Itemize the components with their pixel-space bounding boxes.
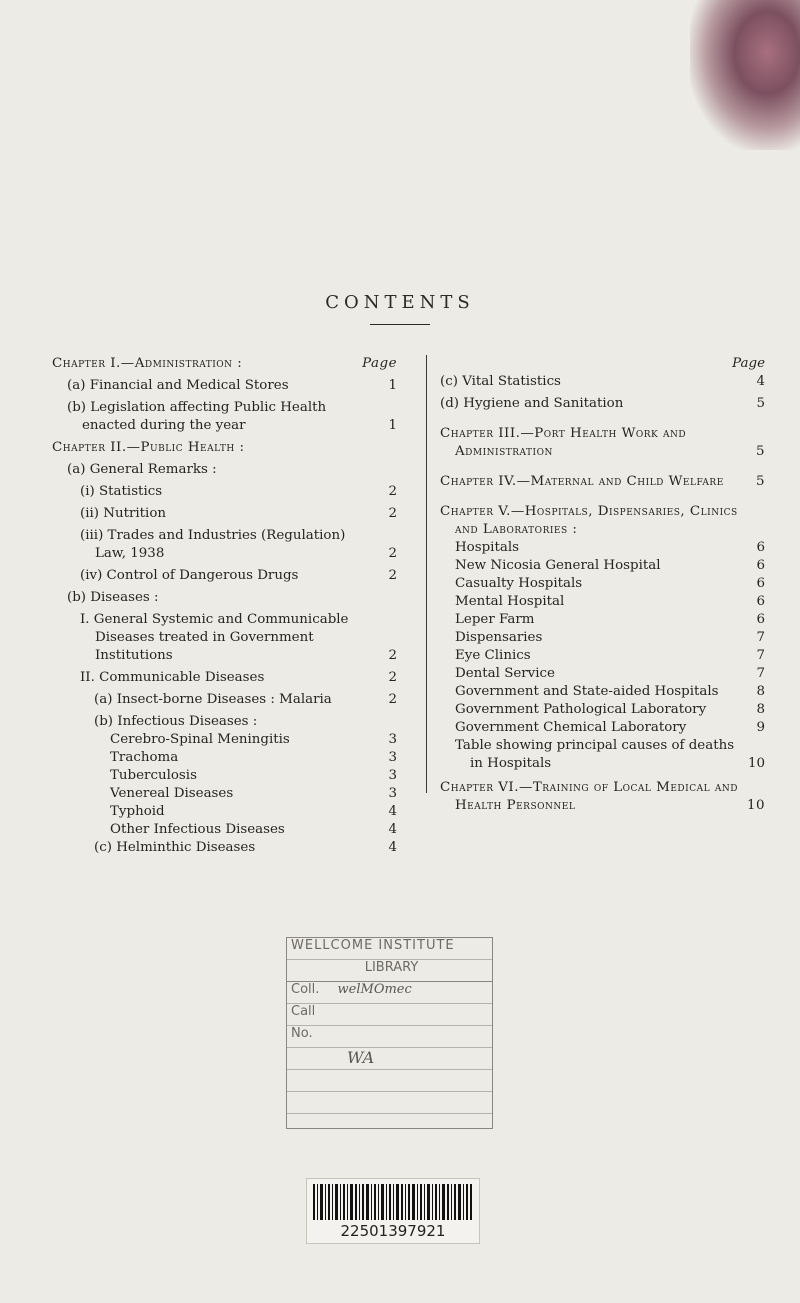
contents-left-column — [52, 355, 397, 857]
toc-entry: Eye Clinics 7 — [455, 648, 765, 663]
toc-entry: (a) Insect-borne Diseases : Malaria 2 — [94, 692, 397, 707]
page-column-heading-right: Page — [732, 356, 765, 371]
stamp-blank-row — [287, 1070, 492, 1092]
stamp-no-label: No. — [291, 1026, 313, 1041]
toc-entry: Mental Hospital 6 — [455, 594, 765, 609]
stamp-blank-row — [287, 1092, 492, 1114]
contents-right-column — [440, 355, 765, 815]
toc-entry-chapter-5: Chapter V.—Hospitals, Dispensaries, Clinics and Laboratories : — [440, 504, 738, 537]
toc-entry-chapter-2: Chapter II.—Public Health : — [52, 440, 245, 455]
toc-entry: Typhoid 4 — [110, 804, 397, 819]
stamp-title: WELLCOME INSTITUTE — [287, 938, 492, 960]
toc-entry: Venereal Diseases 3 — [110, 786, 397, 801]
page-title: CONTENTS — [325, 292, 475, 313]
toc-entry: (iv) Control of Dangerous Drugs 2 — [80, 568, 397, 583]
toc-entry: (a) General Remarks : — [67, 462, 217, 477]
toc-entry: (iii) Trades and Industries (Regulation) Law, 1938 2 — [80, 528, 397, 561]
stamp-coll-row — [287, 982, 492, 1004]
barcode-icon — [313, 1184, 473, 1220]
stamp-call-row — [287, 1004, 492, 1026]
barcode-label — [306, 1178, 480, 1244]
toc-entry: (c) Helminthic Diseases 4 — [94, 840, 397, 855]
toc-entry: (c) Vital Statistics 4 — [440, 374, 765, 389]
toc-entry: Table showing principal causes of deaths in Hospitals 10 — [455, 738, 765, 771]
toc-entry: (i) Statistics 2 — [80, 484, 397, 499]
corner-stain — [690, 0, 800, 150]
stamp-call-value: WA — [347, 1048, 375, 1067]
toc-entry: II. Communicable Diseases 2 — [80, 670, 397, 685]
stamp-no-row — [287, 1026, 492, 1048]
toc-entry: Other Infectious Diseases 4 — [110, 822, 397, 837]
toc-entry: Leper Farm 6 — [455, 612, 765, 627]
toc-entry: Cerebro-Spinal Meningitis 3 — [110, 732, 397, 747]
stamp-call-number-row — [287, 1048, 492, 1070]
toc-entry: (a) Financial and Medical Stores 1 — [67, 378, 397, 393]
toc-entry: Casualty Hospitals 6 — [455, 576, 765, 591]
toc-entry: Trachoma 3 — [110, 750, 397, 765]
toc-entry-chapter-4: Chapter IV.—Maternal and Child Welfare 5 — [440, 474, 765, 489]
toc-entry-chapter-6: Chapter VI.—Training of Local Medical and Health Personnel 10 — [440, 780, 766, 813]
toc-entry-chapter-1: Chapter I.—Administration : Page — [52, 356, 397, 371]
barcode-number: 22501397921 — [340, 1222, 446, 1240]
toc-entry: Hospitals 6 — [455, 540, 765, 555]
toc-entry: Government Chemical Laboratory 9 — [455, 720, 765, 735]
title-rule — [370, 324, 430, 325]
column-divider — [426, 355, 427, 793]
toc-entry: New Nicosia General Hospital 6 — [455, 558, 765, 573]
toc-entry: I. General Systemic and Communicable Diseases treated in Government Institutions 2 — [80, 612, 397, 663]
toc-entry-chapter-3: Chapter III.—Port Health Work and Administration 5 — [440, 426, 765, 459]
stamp-call-label: Call — [291, 1004, 316, 1019]
toc-entry: Dispensaries 7 — [455, 630, 765, 645]
page-column-heading: Page — [362, 356, 397, 371]
toc-entry: (b) Diseases : — [67, 590, 159, 605]
toc-entry: (b) Legislation affecting Public Health enacted during the year 1 — [67, 400, 397, 433]
toc-entry: (d) Hygiene and Sanitation 5 — [440, 396, 765, 411]
toc-entry: Government Pathological Laboratory 8 — [455, 702, 765, 717]
toc-entry: (b) Infectious Diseases : — [94, 714, 258, 729]
stamp-coll-value: welMOmec — [337, 982, 412, 997]
library-stamp — [286, 937, 493, 1129]
toc-entry: Tuberculosis 3 — [110, 768, 397, 783]
toc-entry: (ii) Nutrition 2 — [80, 506, 397, 521]
toc-entry: Government and State-aided Hospitals 8 — [455, 684, 765, 699]
stamp-subtitle: LIBRARY — [287, 960, 492, 982]
toc-entry: Dental Service 7 — [455, 666, 765, 681]
stamp-coll-label: Coll. — [291, 982, 320, 997]
